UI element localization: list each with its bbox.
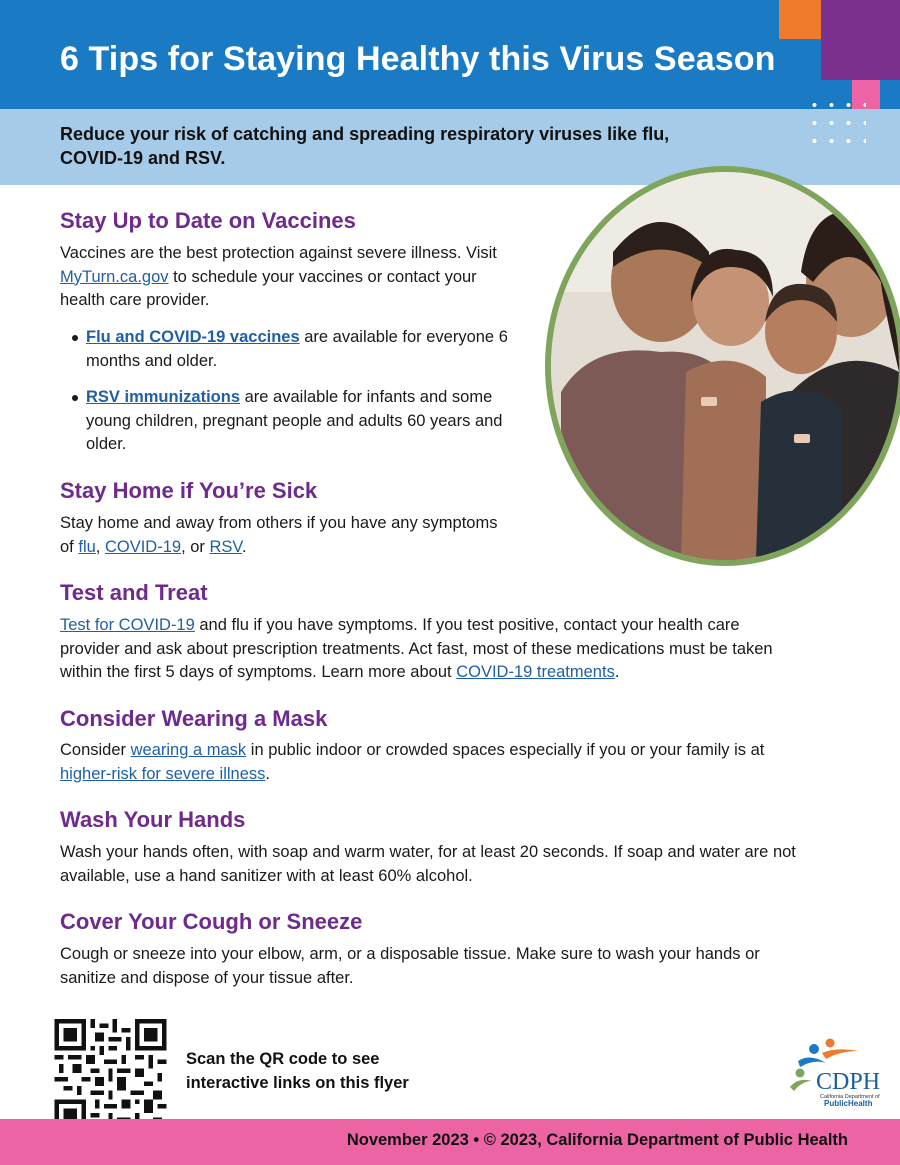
test-treat-text: and flu if you have symptoms. If you test positive, contact your health care provider and ask about prescription treatments. Act fast, most of these medications must be taken within the first 5 days of symptoms. Learn more about	[60, 616, 773, 681]
stay-home-description	[60, 512, 515, 559]
vaccines-description	[60, 242, 515, 313]
flu-covid-vaccines-link[interactable]: Flu and COVID-19 vaccines	[86, 328, 300, 346]
logo-line-1: California Department of	[820, 1094, 880, 1100]
mask-description	[60, 739, 800, 786]
covid-treatments-link[interactable]: COVID-19 treatments	[456, 663, 615, 681]
wash-hands-description: Wash your hands often, with soap and warm water, for at least 20 seconds. If soap and water are not available, use a hand sanitizer with at least 60% alcohol.	[60, 843, 796, 885]
decorative-dot-grid	[806, 96, 866, 156]
separator-text: , or	[181, 537, 210, 556]
page-subtitle: Reduce your risk of catching and spreading respiratory viruses like flu, COVID-19 and RSV.	[60, 124, 670, 168]
footer-text: November 2023 • © 2023, California Department of Public Health	[346, 1131, 848, 1149]
mask-text: in public indoor or crowded spaces especially if you or your family is at	[246, 741, 765, 759]
section-title-wash-hands: Wash Your Hands	[60, 807, 246, 832]
myturn-link[interactable]: MyTurn.ca.gov	[60, 267, 169, 286]
mask-text: Consider	[60, 741, 131, 759]
section-title-cover-cough: Cover Your Cough or Sneeze	[60, 909, 363, 934]
section-title-test-treat: Test and Treat	[60, 580, 208, 605]
test-for-covid-link[interactable]: Test for COVID-19	[60, 616, 195, 634]
higher-risk-link[interactable]: higher-risk for severe illness	[60, 764, 266, 783]
section-title-stay-home: Stay Home if You’re Sick	[60, 478, 318, 503]
list-item	[86, 326, 516, 373]
list-item	[86, 386, 516, 457]
covid-19-link[interactable]: COVID-19	[104, 537, 182, 556]
section-title-vaccines: Stay Up to Date on Vaccines	[60, 208, 356, 233]
qr-code-caption: Scan the QR code to see interactive links on this flyer	[186, 1050, 409, 1092]
logo-wordmark: CDPH	[816, 1069, 881, 1095]
family-photo-illustration	[551, 172, 899, 560]
section-title-mask: Consider Wearing a Mask	[60, 706, 328, 731]
decorative-orange-square	[779, 0, 821, 39]
cover-cough-description: Cough or sneeze into your elbow, arm, or a disposable tissue. Make sure to wash your hands or sanitize and dispose of your tissue after.	[60, 945, 760, 987]
qr-code-image	[54, 1019, 167, 1131]
rsv-link[interactable]: RSV	[209, 537, 242, 556]
bullet-dot	[72, 395, 78, 401]
wearing-a-mask-link[interactable]: wearing a mask	[130, 741, 247, 759]
family-photo	[551, 172, 899, 560]
period-text: .	[265, 764, 270, 783]
period-text: .	[241, 537, 247, 556]
cdph-logo	[786, 1027, 884, 1109]
cdph-logo-mark	[786, 1027, 884, 1109]
bullet-dot	[72, 335, 78, 341]
list-item-text: are available for everyone 6 months and older.	[86, 328, 508, 370]
vaccines-text-start: Vaccines are the best protection against severe illness. Visit	[60, 244, 497, 262]
decorative-purple-square	[821, 0, 900, 80]
logo-line-2: PublicHealth	[824, 1099, 873, 1108]
test-treat-description	[60, 614, 800, 685]
vaccines-text-end: to schedule your vaccines or contact your health care provider.	[60, 267, 477, 309]
rsv-immunizations-link[interactable]: RSV immunizations	[86, 388, 241, 406]
stay-home-text: Stay home and away from others if you have any symptoms of	[60, 514, 498, 556]
page-title: 6 Tips for Staying Healthy this Virus Season	[60, 40, 776, 78]
flu-link[interactable]: flu	[78, 537, 96, 556]
separator-text: ,	[95, 537, 105, 556]
list-item-text: are available for infants and some young children, pregnant people and adults 60 years and older.	[86, 388, 503, 453]
period-text: .	[614, 663, 620, 681]
